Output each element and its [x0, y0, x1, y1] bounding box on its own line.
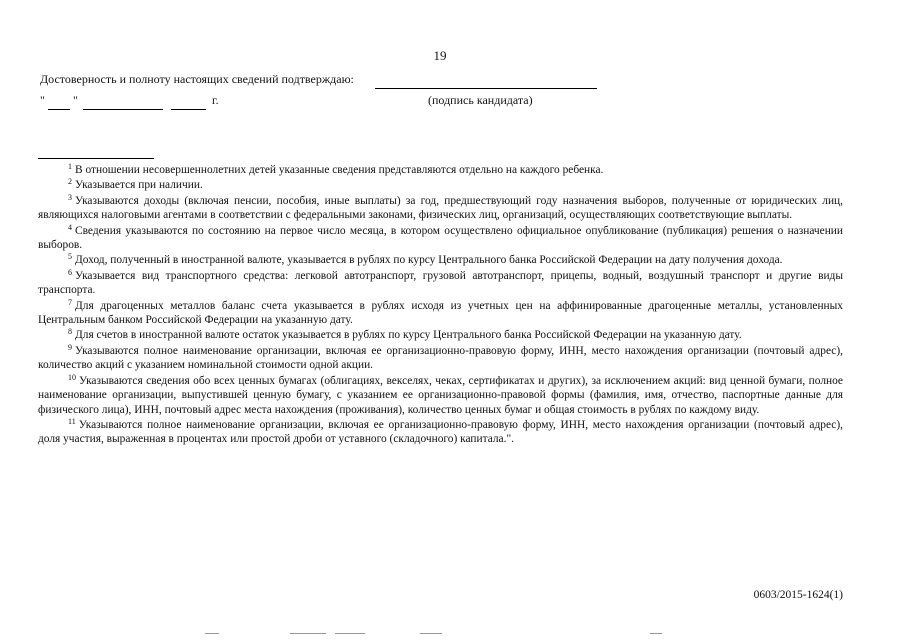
- footnote-text: Указываются доходы (включая пенсии, пособия, иные выплаты) за год, предшествующий году назначения выборов, полученные от юридических лиц, являющихся налоговыми агентами в соответствии с федеральными законами, физических лиц, организаций, осуществляющих соответствующие выплаты.: [38, 194, 843, 222]
- footnote: [38, 163, 843, 177]
- footnote-text: Сведения указываются по состоянию на первое число месяца, в котором осуществлено официальное опубликование (публикация) решения о назначении выборов.: [38, 224, 843, 252]
- footnote-number: 1: [68, 162, 72, 171]
- footnote-number: 7: [68, 297, 72, 307]
- footnotes: [38, 163, 843, 448]
- footnote-text: Указываются полное наименование организации, включая ее организационно-правовую форму, ИНН, место нахождения организации (почтовый адрес), доля участия, выраженная в процентах или простой дроби от уставного (складочного) капитала.".: [38, 418, 843, 446]
- footnote-text: В отношении несовершеннолетних детей указанные сведения представляются отдельно на каждого ребенка.: [75, 164, 604, 176]
- signature-caption: (подпись кандидата): [428, 93, 533, 107]
- month-blank: [83, 109, 163, 110]
- footnote-number: 5: [68, 252, 72, 262]
- footnote-number: 9: [68, 342, 72, 352]
- footnote: [38, 269, 843, 298]
- year-suffix: г.: [212, 93, 219, 107]
- date-quote-close: ": [73, 93, 78, 107]
- date-field: [40, 93, 240, 113]
- year-blank: [171, 109, 206, 110]
- footnote-text: Для драгоценных металлов баланс счета указывается в рублях исходя из учетных цен на аффинированные драгоценные металлы, установленных Центральным банком Российской Федерации на указанную дату.: [38, 299, 843, 327]
- footnote: [38, 328, 843, 342]
- footnote-text: Указывается при наличии.: [75, 179, 203, 192]
- day-blank: [48, 109, 70, 110]
- scan-artifacts: [0, 628, 905, 640]
- footnote: [38, 178, 843, 192]
- footnote-text: Для счетов в иностранной валюте остаток указывается в рублях по курсу Центрального банка Российской Федерации на указанную дату.: [75, 329, 742, 342]
- footnote: [38, 253, 843, 267]
- footnote-number: 8: [68, 327, 72, 337]
- footnote-text: Доход, полученный в иностранной валюте, указывается в рублях по курсу Центрального банка Российской Федерации на дату получения дохода.: [75, 254, 783, 267]
- confirm-statement: Достоверность и полноту настоящих сведений подтверждаю:: [40, 72, 354, 86]
- footnote-number: 3: [68, 192, 72, 202]
- signature-line: [375, 88, 597, 89]
- footnote: [38, 344, 843, 373]
- footnote-text: Указывается вид транспортного средства: легковой автотранспорт, грузовой автотранспорт, прицепы, водный, воздушный транспорт и другие виды транспорта.: [38, 269, 843, 297]
- footnote-number: 4: [68, 222, 72, 232]
- footnote-number: 11: [68, 416, 76, 426]
- footnote-text: Указываются сведения обо всех ценных бумагах (облигациях, векселях, чеках, сертификатах и других), за исключением акций: вид ценной бумаги, полное наименование организации, выпустившей ценную бумагу, с указанием ее организационно-правовой формы (фамилия, имя, отчество, паспортные данные для физического лица), ИНН, почтовый адрес места нахождения (проживания), количество ценных бумаг и общая стоимость в рублях по каждому виду.: [38, 374, 843, 416]
- document-code: 0603/2015-1624(1): [753, 589, 843, 601]
- footnote: [38, 299, 843, 328]
- footnote: [38, 194, 843, 223]
- footnote-number: 10: [68, 372, 76, 382]
- footnote-separator: [38, 158, 154, 159]
- footnote-number: 6: [68, 267, 72, 277]
- page-number: 19: [433, 48, 447, 63]
- footnote: [38, 224, 843, 253]
- date-quote-open: ": [40, 93, 45, 107]
- footnote-number: 2: [68, 177, 72, 187]
- footnote-text: Указываются полное наименование организации, включая ее организационно-правовую форму, ИНН, место нахождения организации (почтовый адрес), количество акций с указанием номинальной стоимости одной акции.: [38, 344, 843, 372]
- footnote: [38, 374, 843, 417]
- footnote: [38, 418, 843, 447]
